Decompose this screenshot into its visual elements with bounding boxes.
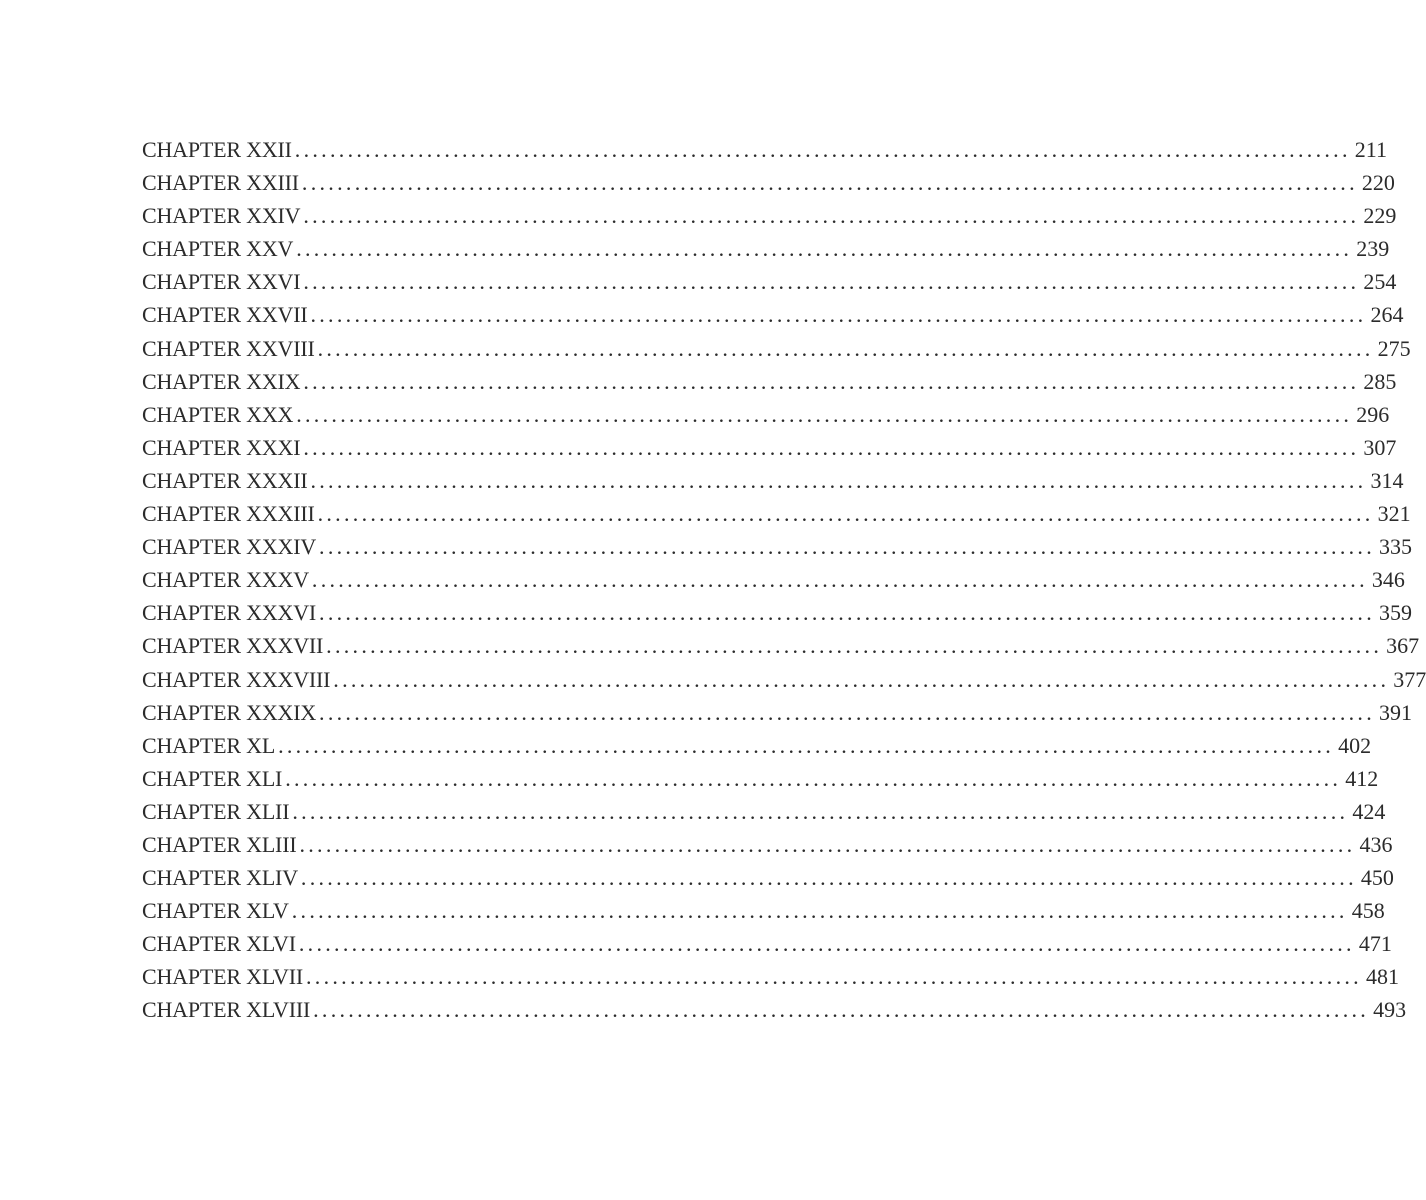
toc-entry: [142, 368, 1397, 402]
toc-entry: [142, 600, 1413, 633]
toc-entry-title: CHAPTER XLI: [142, 765, 283, 791]
toc-dot-leader: ........................................................................................................................: [285, 765, 1342, 791]
toc-entry: [142, 137, 1387, 170]
toc-entry-title: CHAPTER XXVIII: [142, 335, 315, 361]
toc-dot-leader: ........................................................................................................................: [291, 898, 1348, 924]
toc-entry: [142, 699, 1413, 733]
toc-dot-leader: ........................................................................................................................: [319, 534, 1376, 560]
toc-dot-leader: ........................................................................................................................: [333, 666, 1390, 692]
toc-entry: [142, 931, 1392, 964]
toc-dot-leader: ........................................................................................................................: [303, 203, 1360, 229]
toc-entry: [142, 534, 1413, 567]
toc-entry-title: CHAPTER XLVII: [142, 964, 303, 990]
toc-entry-title: CHAPTER XXVII: [142, 302, 308, 328]
toc-entry-page: 307: [1363, 434, 1397, 460]
table-of-contents: [142, 137, 1426, 1031]
toc-dot-leader: ........................................................................................................................: [310, 467, 1367, 493]
toc-entry-title: CHAPTER XLII: [142, 798, 290, 824]
toc-entry-title: CHAPTER XXXVIII: [142, 666, 331, 692]
toc-entry-page: 471: [1358, 931, 1392, 957]
toc-entry-title: CHAPTER XXXVII: [142, 633, 324, 659]
toc-entry-page: 359: [1379, 600, 1413, 626]
toc-entry-page: 402: [1338, 732, 1372, 758]
toc-entry: [142, 964, 1399, 997]
toc-entry: [142, 567, 1405, 600]
toc-entry-title: CHAPTER XXXVI: [142, 600, 317, 626]
toc-entry: [142, 302, 1404, 335]
toc-entry-title: CHAPTER XLVI: [142, 931, 296, 957]
toc-entry-page: 285: [1363, 368, 1397, 394]
toc-dot-leader: ........................................................................................................................: [303, 434, 1360, 460]
toc-entry-title: CHAPTER XXXV: [142, 567, 309, 593]
toc-dot-leader: ........................................................................................................................: [326, 633, 1383, 659]
toc-entry-page: 229: [1363, 203, 1397, 229]
toc-entry: [142, 236, 1390, 269]
toc-entry-title: CHAPTER XXVI: [142, 269, 301, 295]
toc-dot-leader: ........................................................................................................................: [303, 368, 1360, 394]
toc-entry-page: 493: [1373, 997, 1407, 1023]
toc-entry-page: 412: [1345, 765, 1379, 791]
toc-entry: [142, 765, 1379, 799]
toc-dot-leader: ........................................................................................................................: [299, 831, 1356, 857]
toc-entry-page: 367: [1386, 633, 1420, 659]
toc-dot-leader: ........................................................................................................................: [311, 567, 1368, 593]
toc-entry-title: CHAPTER XXXIII: [142, 501, 315, 527]
toc-entry: [142, 434, 1397, 468]
toc-dot-leader: ........................................................................................................................: [317, 501, 1374, 527]
toc-entry-page: 458: [1351, 898, 1385, 924]
toc-entry: [142, 467, 1404, 501]
toc-entry: [142, 732, 1372, 766]
toc-entry: [142, 898, 1385, 931]
toc-entry-title: CHAPTER XXXI: [142, 434, 301, 460]
toc-entry-page: 296: [1356, 401, 1390, 427]
toc-entry-title: CHAPTER XL: [142, 732, 276, 758]
toc-dot-leader: ........................................................................................................................: [296, 401, 1353, 427]
toc-entry-title: CHAPTER XXIII: [142, 170, 299, 196]
toc-entry: [142, 401, 1390, 435]
toc-entry: [142, 831, 1393, 865]
toc-entry-page: 254: [1363, 269, 1397, 295]
toc-entry-title: CHAPTER XXXII: [142, 467, 308, 493]
toc-entry-page: 314: [1370, 467, 1404, 493]
toc-entry: [142, 269, 1397, 302]
toc-dot-leader: ........................................................................................................................: [301, 170, 1358, 196]
toc-dot-leader: ........................................................................................................................: [296, 236, 1353, 262]
toc-entry: [142, 666, 1426, 700]
toc-entry: [142, 335, 1411, 369]
toc-entry-title: CHAPTER XLIV: [142, 865, 298, 891]
toc-entry-page: 377: [1393, 666, 1426, 692]
toc-entry-page: 436: [1359, 831, 1393, 857]
toc-dot-leader: ........................................................................................................................: [278, 732, 1335, 758]
toc-dot-leader: ........................................................................................................................: [310, 302, 1367, 328]
toc-entry: [142, 203, 1397, 236]
toc-entry-page: 239: [1356, 236, 1390, 262]
toc-entry: [142, 170, 1395, 203]
toc-entry: [142, 865, 1394, 898]
toc-dot-leader: ........................................................................................................................: [292, 798, 1349, 824]
toc-entry: [142, 633, 1420, 666]
toc-entry-title: CHAPTER XXXIX: [142, 699, 317, 725]
toc-dot-leader: ........................................................................................................................: [317, 335, 1374, 361]
toc-entry-title: CHAPTER XLIII: [142, 831, 297, 857]
toc-entry-title: CHAPTER XXV: [142, 236, 294, 262]
toc-entry: [142, 997, 1407, 1030]
toc-entry-title: CHAPTER XXII: [142, 137, 292, 162]
toc-entry-title: CHAPTER XXIV: [142, 203, 301, 229]
toc-dot-leader: ........................................................................................................................: [303, 269, 1360, 295]
toc-entry-page: 335: [1379, 534, 1413, 560]
toc-entry-page: 211: [1354, 137, 1387, 162]
toc-entry-title: CHAPTER XLVIII: [142, 997, 311, 1023]
toc-dot-leader: ........................................................................................................................: [313, 997, 1370, 1023]
toc-entry-title: CHAPTER XXIX: [142, 368, 301, 394]
toc-entry-page: 321: [1377, 501, 1411, 527]
toc-entry-page: 220: [1361, 170, 1395, 196]
toc-entry: [142, 798, 1386, 832]
toc-dot-leader: ........................................................................................................................: [305, 964, 1362, 990]
toc-entry-page: 275: [1377, 335, 1411, 361]
toc-dot-leader: ........................................................................................................................: [298, 931, 1355, 957]
toc-entry-title: CHAPTER XLV: [142, 898, 289, 924]
toc-entry-title: CHAPTER XXXIV: [142, 534, 317, 560]
toc-entry-page: 450: [1360, 865, 1394, 891]
toc-entry-page: 481: [1365, 964, 1399, 990]
toc-entry-page: 264: [1370, 302, 1404, 328]
toc-dot-leader: ........................................................................................................................: [300, 865, 1357, 891]
toc-dot-leader: ........................................................................................................................: [319, 699, 1376, 725]
toc-entry: [142, 501, 1411, 534]
toc-entry-page: 346: [1371, 567, 1405, 593]
toc-entry-page: 424: [1352, 798, 1386, 824]
toc-dot-leader: ........................................................................................................................: [319, 600, 1376, 626]
toc-entry-title: CHAPTER XXX: [142, 401, 294, 427]
toc-dot-leader: ........................................................................................................................: [294, 137, 1351, 162]
toc-entry-page: 391: [1379, 699, 1413, 725]
